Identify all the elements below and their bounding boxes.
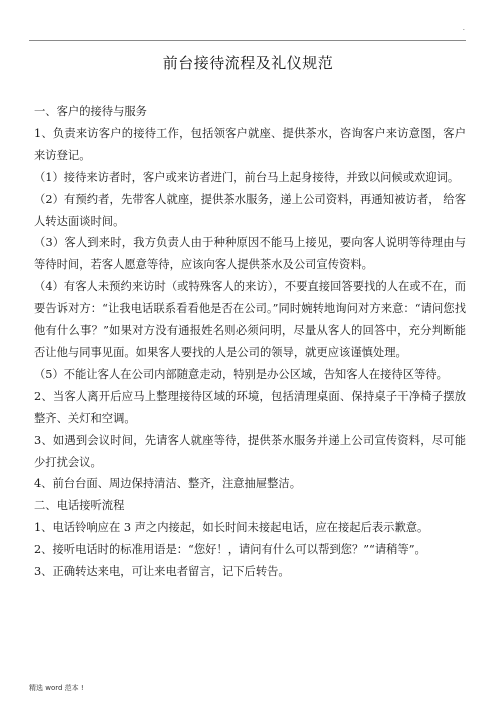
section-heading: 一、客户的接待与服务 (34, 105, 147, 118)
header-dot: . (462, 24, 465, 32)
paragraph: （1）接待来访者时，客户或来访者进门，前台马上起身接待，并致以问候或欢迎词。 (34, 170, 460, 184)
header-rule (29, 40, 466, 41)
paragraph: 1、负责来访客户的接待工作，包括领客户就座、提供茶水，咨询客户来访意图，客户来访登记。 (34, 126, 466, 162)
paragraph: （4）有客人未预约来访时（或特殊客人的来访），不要直接回答要找的人在或不在，而要告诉对方：“让我电话联系看看他是否在公司。”同时婉转地询问对方来意：“请问您找他有什么事？”如果对方没有通报姓名则必须问明，尽量从客人的回答中，充分判断能否让他与同事见面。如果客人要找的人是公司的领导，就更应该谨慎处理。 (34, 280, 466, 359)
section-heading: 二、电话接听流程 (34, 499, 125, 513)
paragraph: （2）有预约者，先带客人就座，提供茶水服务，递上公司资料，再通知被访者， 给客人转达面谈时间。 (34, 192, 466, 228)
paragraph: （5）不能让客人在公司内部随意走动，特别是办公区域，告知客人在接待区等待。 (34, 367, 448, 381)
paragraph: 3、正确转达来电，可让来电者留言，记下后转告。 (34, 565, 290, 579)
document-title: 前台接待流程及礼仪规范 (162, 54, 334, 72)
paragraph: 2、接听电话时的标准用语是：“您好！，请问有什么可以帮到您？”“请稍等”。 (34, 543, 426, 557)
paragraph: （3）客人到来时，我方负责人由于种种原因不能马上接见，要向客人说明等待理由与等待时间，若客人愿意等待，应该向客人提供茶水及公司宣传资料。 (34, 236, 466, 272)
footer-note: 精选 word 范本 ! (29, 684, 84, 692)
paragraph: 2、当客人离开后应马上整理接待区域的环境，包括清理桌面、保持桌子干净椅子摆放整齐、关灯和空调。 (34, 389, 466, 425)
paragraph: 1、电话铃响应在 3 声之内接起，如长时间未接起电话，应在接起后表示歉意。 (34, 521, 429, 535)
paragraph: 3、如遇到会议时间，先请客人就座等待，提供茶水服务并递上公司宣传资料，尽可能少打扰会议。 (34, 433, 466, 469)
document-body (34, 101, 466, 583)
paragraph: 4、前台台面、周边保持清洁、整齐，注意抽屉整洁。 (34, 477, 302, 491)
